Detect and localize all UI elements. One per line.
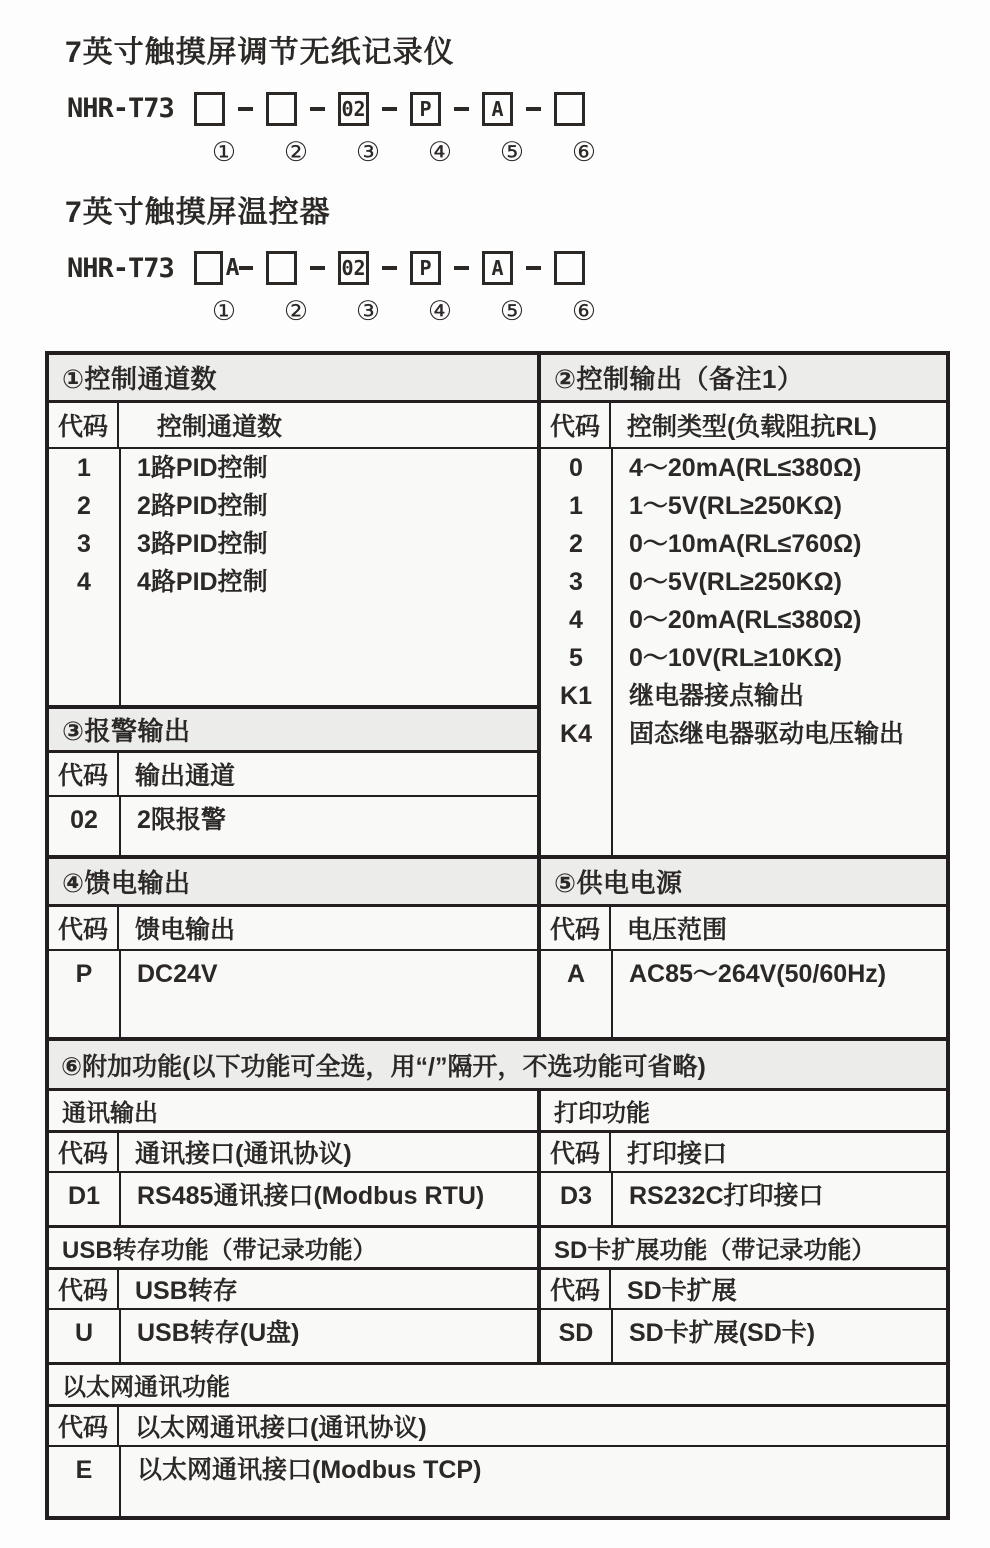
code-cell: 3 <box>569 568 583 596</box>
code-cell: K4 <box>560 720 592 748</box>
table-row <box>541 1173 946 1219</box>
column-divider <box>611 951 613 1037</box>
desc-cell: 0～20mA(RL≤380Ω) <box>629 606 862 634</box>
code-cell: SD <box>558 1319 594 1347</box>
column-header <box>541 1270 946 1310</box>
dash-separator <box>454 107 469 111</box>
table-row <box>541 1310 946 1356</box>
section-1-column-header <box>49 403 537 449</box>
table-row <box>49 1310 537 1356</box>
section-2-column-header <box>541 403 946 449</box>
code-cell: 4 <box>77 568 91 596</box>
circle-index-4: ④ <box>427 136 453 167</box>
model-segment-4 <box>404 92 476 126</box>
model-prefix: NHR-T73 <box>67 252 174 284</box>
section-5-column-header <box>541 907 946 951</box>
code-cell: U <box>74 1319 94 1347</box>
section-4-column-header <box>49 907 537 951</box>
column-divider <box>119 797 121 855</box>
model-prefix: NHR-T73 <box>67 93 174 124</box>
subsection-print-function <box>541 1091 946 1225</box>
product-title-recorder: 7英寸触摸屏调节无纸记录仪 <box>65 36 455 69</box>
order-selection-table <box>45 351 950 1520</box>
desc-cell: SD卡扩展(SD卡) <box>629 1319 816 1347</box>
desc-cell: AC85～264V(50/60Hz) <box>629 960 887 988</box>
table-row <box>541 563 946 601</box>
model-box-5: A <box>482 92 513 126</box>
section-3-body <box>49 797 537 855</box>
desc-header: 输出通道 <box>135 762 236 790</box>
band-sections-1-2-3 <box>49 355 946 855</box>
circle-index-3: ③ <box>355 296 381 326</box>
subsection-body <box>541 1173 946 1225</box>
model-box-3: 02 <box>338 251 369 285</box>
desc-cell: 2限报警 <box>137 806 226 834</box>
circle-index-5: ⑤ <box>499 136 525 167</box>
code-header: 代码 <box>49 1133 119 1171</box>
dash-separator <box>382 107 397 111</box>
model-segment-5 <box>476 251 548 285</box>
model-segment-1 <box>188 92 260 126</box>
subsection-body <box>49 1447 946 1516</box>
column-divider <box>119 1173 121 1225</box>
column-divider <box>119 1447 121 1516</box>
code-cell: D3 <box>560 1182 592 1210</box>
code-header: 代码 <box>541 1270 611 1308</box>
code-header: 代码 <box>541 907 611 949</box>
table-row <box>541 639 946 677</box>
model-segment-6 <box>548 251 620 285</box>
dash-separator <box>382 266 397 270</box>
column-header <box>49 1133 537 1173</box>
section-additional-functions <box>49 1037 946 1516</box>
circle-indices-recorder <box>188 134 990 170</box>
subband-usb-sd <box>49 1228 946 1365</box>
code-cell: K1 <box>560 682 592 710</box>
model-box-1 <box>194 251 223 285</box>
subsection-title: SD卡扩展功能（带记录功能） <box>541 1228 946 1270</box>
code-cell: 0 <box>569 454 583 482</box>
column-divider <box>611 449 613 855</box>
circle-indices-controller <box>188 293 990 329</box>
model-box-2 <box>266 251 297 285</box>
desc-cell: 0～10V(RL≥10KΩ) <box>629 644 842 672</box>
desc-cell: 4路PID控制 <box>137 568 268 596</box>
desc-header: 通讯接口(通讯协议) <box>135 1140 352 1168</box>
subsection-body <box>49 1173 537 1225</box>
column-header <box>49 1270 537 1310</box>
table-row <box>541 449 946 487</box>
model-segment-5 <box>476 92 548 126</box>
model-segment-2 <box>260 92 332 126</box>
section-power-supply <box>541 859 946 1037</box>
code-cell: 5 <box>569 644 583 672</box>
table-row <box>49 525 537 563</box>
section-4-body <box>49 951 537 1037</box>
section-4-title: ④馈电输出 <box>49 859 537 907</box>
code-header: 代码 <box>49 907 119 949</box>
table-row <box>49 1447 946 1493</box>
desc-cell: 继电器接点输出 <box>629 682 805 710</box>
section-2-title: ②控制输出（备注1） <box>541 355 946 403</box>
desc-cell: DC24V <box>137 960 218 988</box>
model-box-4: P <box>410 251 441 285</box>
code-cell: 2 <box>77 492 91 520</box>
desc-header: 控制类型(负载阻抗RL) <box>627 413 877 441</box>
dash-separator <box>310 107 325 111</box>
desc-cell: 3路PID控制 <box>137 530 268 558</box>
code-cell: P <box>75 960 93 988</box>
model-segment-2 <box>260 251 332 285</box>
section-control-channels <box>49 355 541 855</box>
dash-separator <box>239 266 253 270</box>
code-header: 代码 <box>541 1133 611 1171</box>
model-segment-3 <box>332 92 404 126</box>
circle-index-6: ⑥ <box>571 296 597 326</box>
model-box-4: P <box>410 92 441 126</box>
circle-index-6: ⑥ <box>571 136 597 167</box>
model-segment-1 <box>188 251 260 285</box>
desc-cell: 1～5V(RL≥250KΩ) <box>629 492 842 520</box>
desc-cell: 1路PID控制 <box>137 454 268 482</box>
table-row <box>49 797 537 843</box>
model-code-line-controller <box>67 247 990 289</box>
circle-index-5: ⑤ <box>499 296 525 326</box>
desc-cell: 4～20mA(RL≤380Ω) <box>629 454 862 482</box>
code-header: 代码 <box>49 1407 119 1445</box>
desc-cell: USB转存(U盘) <box>137 1319 300 1347</box>
circle-index-1: ① <box>211 136 237 167</box>
section-5-body <box>541 951 946 1037</box>
subsection-ethernet <box>49 1365 946 1516</box>
circle-index-1: ① <box>211 296 237 326</box>
table-row <box>541 525 946 563</box>
section-3-column-header <box>49 753 537 797</box>
section-2-body <box>541 449 946 855</box>
table-row <box>541 601 946 639</box>
code-cell: A <box>566 960 586 988</box>
section-1-title: ①控制通道数 <box>49 355 537 403</box>
code-cell: 02 <box>70 806 98 834</box>
column-header <box>49 1407 946 1447</box>
code-header: 代码 <box>49 1270 119 1308</box>
section-control-output <box>541 355 946 855</box>
desc-cell: RS485通讯接口(Modbus RTU) <box>137 1182 485 1210</box>
desc-header: 控制通道数 <box>157 413 283 441</box>
model-code-line-recorder <box>67 88 990 130</box>
code-cell: D1 <box>68 1182 100 1210</box>
code-cell: 4 <box>569 606 583 634</box>
table-row <box>541 951 946 997</box>
desc-header: 馈电输出 <box>135 916 236 944</box>
table-row <box>541 715 946 753</box>
subsection-comm-output <box>49 1091 541 1225</box>
code-cell: 3 <box>77 530 91 558</box>
section-1-body <box>49 449 537 705</box>
subsection-title: 以太网通讯功能 <box>49 1365 946 1407</box>
circle-index-3: ③ <box>355 136 381 167</box>
circle-index-2: ② <box>283 136 309 167</box>
desc-cell: 2路PID控制 <box>137 492 268 520</box>
dash-separator <box>310 266 325 270</box>
column-divider <box>611 1310 613 1362</box>
subsection-title: USB转存功能（带记录功能） <box>49 1228 537 1270</box>
desc-cell: 0～10mA(RL≤760Ω) <box>629 530 862 558</box>
model-box-3: 02 <box>338 92 369 126</box>
model-segment-6 <box>548 92 620 126</box>
band-sections-4-5 <box>49 855 946 1037</box>
section-6-title: ⑥附加功能(以下功能可全选，用“/”隔开，不选功能可省略) <box>49 1041 946 1091</box>
dash-separator <box>454 266 469 270</box>
table-row <box>541 677 946 715</box>
model-box-6 <box>554 251 585 285</box>
subsection-body <box>49 1310 537 1362</box>
code-header: 代码 <box>541 403 611 447</box>
dash-separator <box>526 266 541 270</box>
column-divider <box>119 1310 121 1362</box>
table-row <box>49 563 537 601</box>
code-cell: 2 <box>569 530 583 558</box>
code-cell: E <box>75 1456 93 1484</box>
model-box-1 <box>194 92 225 126</box>
code-cell: 1 <box>569 492 583 520</box>
model-segment-3 <box>332 251 404 285</box>
model-suffix-a: A <box>225 255 240 281</box>
model-box-2 <box>266 92 297 126</box>
subsection-body <box>541 1310 946 1362</box>
table-row <box>49 1173 537 1219</box>
column-divider <box>611 1173 613 1225</box>
section-feed-output <box>49 859 541 1037</box>
model-segment-4 <box>404 251 476 285</box>
section-5-title: ⑤供电电源 <box>541 859 946 907</box>
model-box-6 <box>554 92 585 126</box>
subsection-sd-expansion <box>541 1228 946 1362</box>
circle-index-2: ② <box>283 296 309 326</box>
subsection-title: 打印功能 <box>541 1091 946 1133</box>
desc-cell: 以太网通讯接口(Modbus TCP) <box>137 1456 482 1484</box>
code-header: 代码 <box>49 753 119 795</box>
code-header: 代码 <box>49 403 119 447</box>
column-header <box>541 1133 946 1173</box>
desc-header: 打印接口 <box>627 1140 728 1168</box>
desc-header: 以太网通讯接口(通讯协议) <box>135 1414 427 1442</box>
desc-header: SD卡扩展 <box>627 1277 737 1305</box>
desc-cell: 0～5V(RL≥250KΩ) <box>629 568 842 596</box>
subband-comm-print <box>49 1091 946 1228</box>
column-divider <box>119 449 121 705</box>
dash-separator <box>526 107 541 111</box>
table-row <box>49 487 537 525</box>
section-3-title: ③报警输出 <box>49 705 537 753</box>
product-title-controller: 7英寸触摸屏温控器 <box>65 195 331 229</box>
dash-separator <box>238 107 253 111</box>
subsection-usb-transfer <box>49 1228 541 1362</box>
desc-cell: RS232C打印接口 <box>629 1182 824 1210</box>
table-row <box>49 449 537 487</box>
desc-header: USB转存 <box>135 1277 238 1305</box>
table-row <box>49 951 537 997</box>
desc-header: 电压范围 <box>627 916 728 944</box>
model-box-5: A <box>482 251 513 285</box>
circle-index-4: ④ <box>427 296 453 326</box>
table-row <box>541 487 946 525</box>
desc-cell: 固态继电器驱动电压输出 <box>629 720 905 748</box>
code-cell: 1 <box>77 454 91 482</box>
subsection-title: 通讯输出 <box>49 1091 537 1133</box>
column-divider <box>119 951 121 1037</box>
